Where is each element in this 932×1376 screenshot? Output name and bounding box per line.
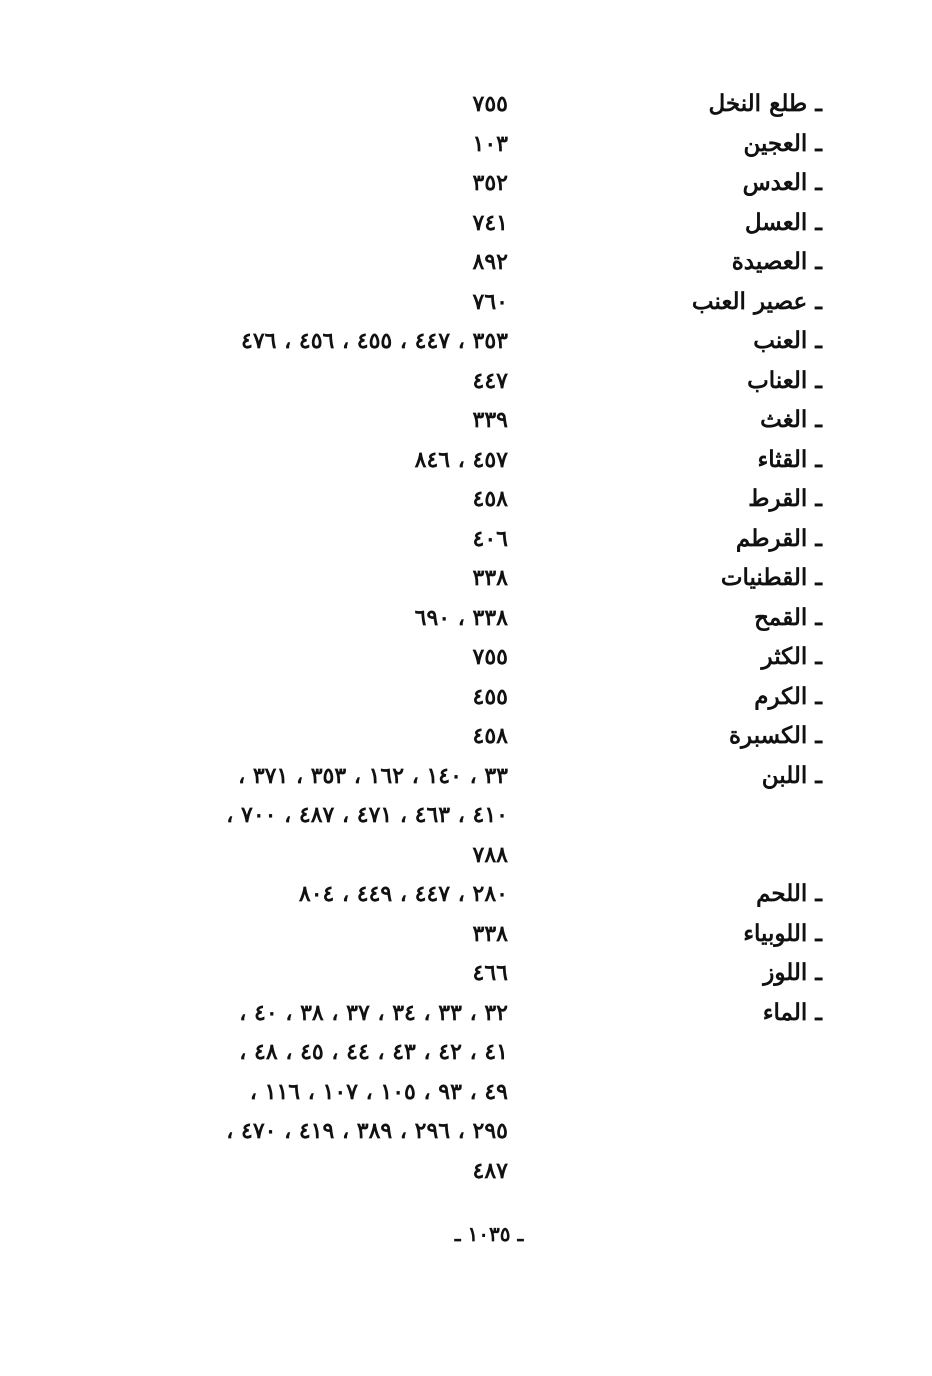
page-references: ٧٥٥ (472, 644, 508, 670)
index-term: ـ طلع النخل (708, 90, 822, 117)
page-references: ٤١ ، ٤٢ ، ٤٣ ، ٤٤ ، ٤٥ ، ٤٨ ، (239, 1039, 508, 1065)
page-references: ٤١٠ ، ٤٦٣ ، ٤٧١ ، ٤٨٧ ، ٧٠٠ ، (226, 802, 508, 828)
page-references: ٣٣٨ (472, 920, 508, 947)
index-term: ـ القرطم (735, 524, 822, 552)
page-references: ٤٤٧ (472, 367, 508, 394)
page-references: ٣٢ ، ٣٣ ، ٣٤ ، ٣٧ ، ٣٨ ، ٤٠ ، (239, 999, 508, 1026)
index-term: ـ العدس (742, 169, 822, 196)
page-references: ٤٥٨ (472, 486, 508, 512)
page-references: ٤٥٥ (472, 683, 508, 710)
page-references: ٨٩٢ (472, 249, 508, 275)
page-references: ٧٦٠ (472, 288, 508, 315)
page-references: ٣٣٩ (472, 407, 508, 433)
index-term: ـ الماء (762, 998, 822, 1026)
page-references: ٣٣٨ ، ٦٩٠ (414, 604, 508, 631)
index-term: ـ الكرم (754, 682, 822, 710)
page-references: ٧٥٥ (472, 91, 508, 117)
page-references: ٤٠٦ (472, 525, 508, 552)
page-references: ٧٨٨ (472, 841, 508, 868)
index-term: ـ اللحم (756, 880, 822, 907)
page-references: ٣٥٢ (472, 170, 508, 196)
page-references: ٣٣٨ (472, 565, 508, 591)
page-references: ٢٩٥ ، ٢٩٦ ، ٣٨٩ ، ٤١٩ ، ٤٧٠ ، (226, 1118, 508, 1144)
index-term: ـ الكثر (761, 643, 822, 670)
page-references: ١٠٣ (472, 130, 508, 157)
index-term: ـ الغث (760, 406, 822, 433)
page-references: ٧٤١ (472, 209, 508, 236)
index-term: ـ القمح (754, 603, 822, 631)
page-references: ٤٦٦ (472, 960, 508, 986)
index-term: ـ القرط (748, 485, 822, 512)
index-term: ـ عصير العنب (691, 287, 822, 315)
page-references: ٢٨٠ ، ٤٤٧ ، ٤٤٩ ، ٨٠٤ (298, 881, 508, 907)
index-term: ـ العجين (743, 129, 822, 157)
page-references: ٤٩ ، ٩٣ ، ١٠٥ ، ١٠٧ ، ١١٦ ، (249, 1078, 508, 1105)
index-term: ـ القثاء (757, 445, 822, 473)
page-references: ٤٥٨ (472, 723, 508, 749)
page-references: ٣٥٣ ، ٤٤٧ ، ٤٥٥ ، ٤٥٦ ، ٤٧٦ (241, 328, 508, 354)
index-term: ـ العسل (744, 208, 822, 236)
index-term: ـ العناب (747, 366, 822, 394)
index-term: ـ العنب (753, 327, 822, 354)
page-references: ٤٥٧ ، ٨٤٦ (414, 446, 508, 473)
index-term: ـ العصيدة (731, 248, 822, 275)
index-term: ـ القطنيات (720, 564, 822, 591)
index-term: ـ اللبن (761, 761, 822, 789)
page-references: ٤٨٧ (472, 1157, 508, 1184)
index-term: ـ اللوبياء (743, 919, 822, 947)
index-term: ـ الكسبرة (728, 722, 822, 749)
index-term: ـ اللوز (763, 959, 822, 986)
page-references: ٣٣ ، ١٤٠ ، ١٦٢ ، ٣٥٣ ، ٣٧١ ، (238, 762, 508, 789)
page-number: ـ ١٠٣٥ ـ (454, 1222, 524, 1246)
